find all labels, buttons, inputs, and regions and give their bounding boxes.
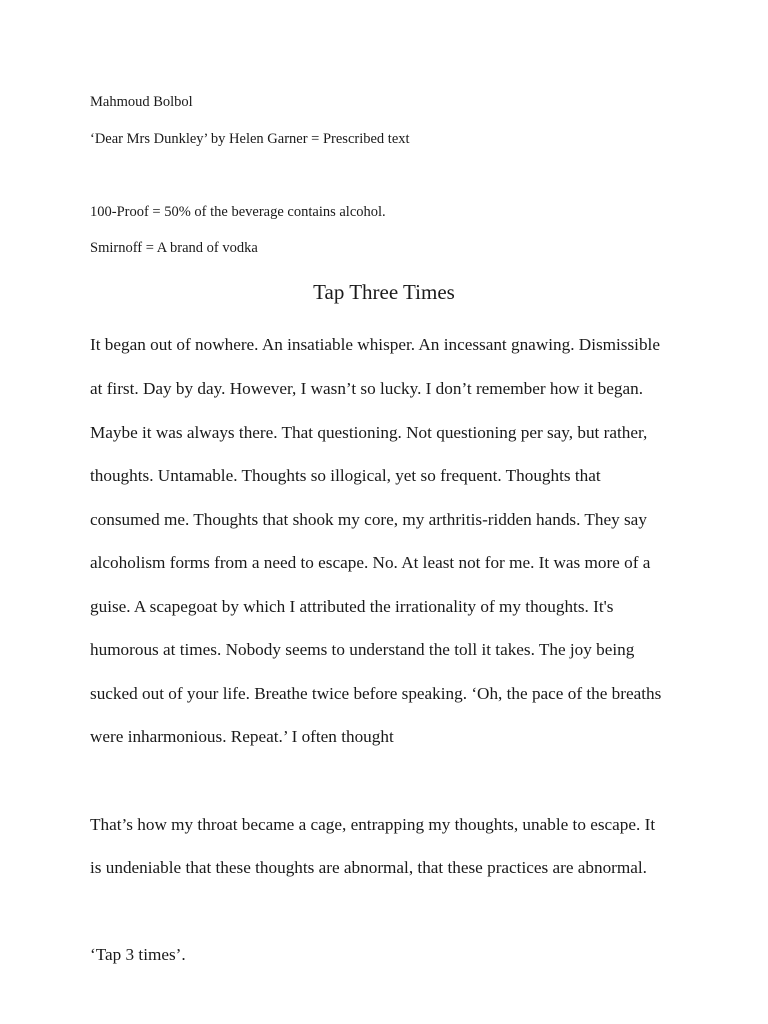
paragraph-1-line: Maybe it was always there. That questioning. Not questioning per say, but rather, [90,423,648,442]
paragraph-1-line: sucked out of your life. Breathe twice before speaking. ‘Oh, the pace of the breaths [90,684,662,703]
paragraph-1-line: guise. A scapegoat by which I attributed the irrationality of my thoughts. It's [90,597,614,616]
paragraph-1-line: were inharmonious. Repeat.’ I often thought [90,727,394,746]
paragraph-1-line: at first. Day by day. However, I wasn’t so lucky. I don’t remember how it began. [90,379,643,398]
paragraph-1-line: alcoholism forms from a need to escape. No. At least not for me. It was more of a [90,553,651,572]
paragraph-1-line: It began out of nowhere. An insatiable whisper. An incessant gnawing. Dismissible [90,335,660,354]
author-name: Mahmoud Bolbol [90,94,193,110]
paragraph-1-line: thoughts. Untamable. Thoughts so illogical, yet so frequent. Thoughts that [90,466,601,485]
note-proof: 100-Proof = 50% of the beverage contains alcohol. [90,204,386,220]
paragraph-1-line: consumed me. Thoughts that shook my core, my arthritis-ridden hands. They say [90,510,647,529]
paragraph-2-line: is undeniable that these thoughts are abnormal, that these practices are abnormal. [90,858,647,877]
paragraph-1-line: humorous at times. Nobody seems to understand the toll it takes. The joy being [90,640,635,659]
page-title: Tap Three Times [313,280,455,304]
paragraph-3-line: ‘Tap 3 times’. [90,945,186,964]
note-smirnoff: Smirnoff = A brand of vodka [90,240,258,256]
paragraph-2-line: That’s how my throat became a cage, entrapping my thoughts, unable to escape. It [90,815,656,834]
prescribed-text-line: ‘Dear Mrs Dunkley’ by Helen Garner = Prescribed text [90,131,410,147]
